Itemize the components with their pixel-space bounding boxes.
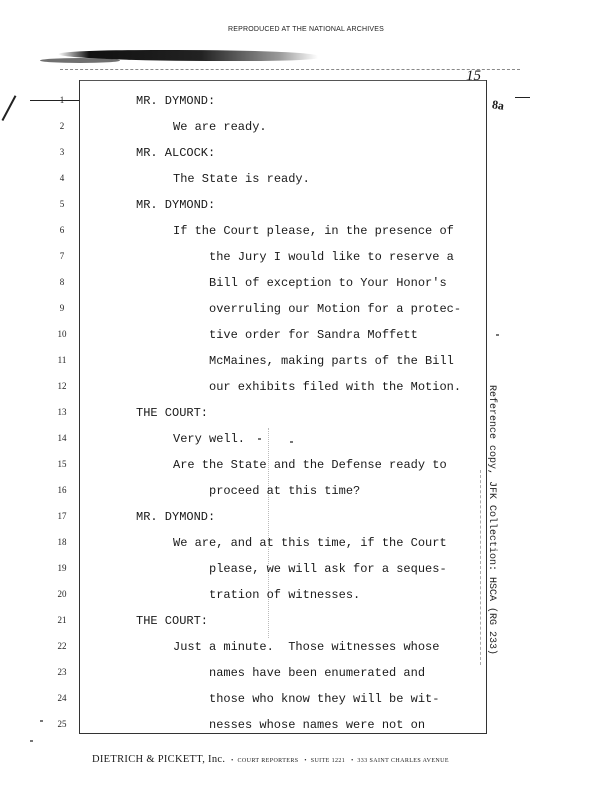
line-number: 9 <box>59 303 65 313</box>
transcript-line: proceed at this time? <box>209 484 361 498</box>
corner-stamp: 8a <box>491 97 505 113</box>
line-number: 16 <box>57 485 67 495</box>
line-number: 6 <box>59 225 65 235</box>
right-dashed-margin <box>480 470 481 665</box>
speaker-label: MR. DYMOND: <box>136 94 216 108</box>
scan-speck <box>290 441 293 443</box>
transcript-line: names have been enumerated and <box>209 666 426 680</box>
line-number: 10 <box>57 329 67 339</box>
corner-stamp-line <box>515 97 530 98</box>
line-number: 20 <box>57 589 67 599</box>
line-number: 11 <box>57 355 67 365</box>
scan-speck <box>258 438 261 440</box>
transcript-line: Are the State and the Defense ready to <box>173 458 447 472</box>
transcript-line: We are, and at this time, if the Court <box>173 536 447 550</box>
line-number: 14 <box>57 433 67 443</box>
line-number: 24 <box>57 693 67 703</box>
transcript-line: tive order for Sandra Moffett <box>209 328 418 342</box>
transcript-line: our exhibits filed with the Motion. <box>209 380 462 394</box>
transcript-line: nesses whose names were not on <box>209 718 426 732</box>
court-reporter-footer: DIETRICH & PICKETT, Inc. • COURT REPORTERS • SUITE 1221 • 333 SAINT CHARLES AVENUE <box>92 754 449 765</box>
firm-suite: SUITE 1221 <box>310 758 346 764</box>
transcript-line: If the Court please, in the presence of <box>173 224 454 238</box>
top-dashed-line <box>60 69 520 70</box>
scan-speck <box>496 334 499 336</box>
line-number: 3 <box>59 147 65 157</box>
speaker-label: MR. DYMOND: <box>136 198 216 212</box>
line-number: 4 <box>59 173 65 183</box>
line-number: 17 <box>57 511 67 521</box>
scan-smear-small <box>40 58 120 63</box>
transcript-line: please, we will ask for a seques- <box>209 562 447 576</box>
transcript-line: The State is ready. <box>173 172 310 186</box>
line-number: 18 <box>57 537 67 547</box>
transcript-line: tration of witnesses. <box>209 588 361 602</box>
archive-reference-note: Reference copy, JFK Collection: HSCA (RG 233) <box>486 385 497 656</box>
scan-speck <box>30 740 33 742</box>
line-number: 1 <box>59 95 65 105</box>
transcript-line: the Jury I would like to reserve a <box>209 250 454 264</box>
speaker-label: MR. DYMOND: <box>136 510 216 524</box>
line-number: 13 <box>57 407 67 417</box>
line-number: 22 <box>57 641 67 651</box>
line-number: 12 <box>57 381 67 391</box>
transcript-line: McMaines, making parts of the Bill <box>209 354 454 368</box>
handwritten-page-number: 15 <box>466 68 481 84</box>
line-number: 5 <box>59 199 65 209</box>
transcript-line: Bill of exception to Your Honor's <box>209 276 447 290</box>
line-number: 23 <box>57 667 67 677</box>
transcript-line: overruling our Motion for a protec- <box>209 302 462 316</box>
line-number: 2 <box>59 121 65 131</box>
firm-address: 333 SAINT CHARLES AVENUE <box>357 758 449 764</box>
scan-speck <box>40 720 43 722</box>
speaker-label: THE COURT: <box>136 406 209 420</box>
speaker-label: MR. ALCOCK: <box>136 146 216 160</box>
archive-header: REPRODUCED AT THE NATIONAL ARCHIVES <box>228 26 384 33</box>
line-number: 8 <box>59 277 65 287</box>
transcript-line: Very well. <box>173 432 246 446</box>
transcript-line: We are ready. <box>173 120 267 134</box>
line-number: 15 <box>57 459 67 469</box>
firm-service: COURT REPORTERS <box>237 758 299 764</box>
transcript-line: Just a minute. Those witnesses whose <box>173 640 440 654</box>
firm-name: DIETRICH & PICKETT, Inc. <box>92 754 226 765</box>
transcript-line: those who know they will be wit- <box>209 692 440 706</box>
speaker-label: THE COURT: <box>136 614 209 628</box>
line-number: 21 <box>57 615 67 625</box>
line-number: 19 <box>57 563 67 573</box>
line-number: 7 <box>59 251 65 261</box>
line-number: 25 <box>57 719 67 729</box>
margin-pen-stroke <box>2 95 16 120</box>
